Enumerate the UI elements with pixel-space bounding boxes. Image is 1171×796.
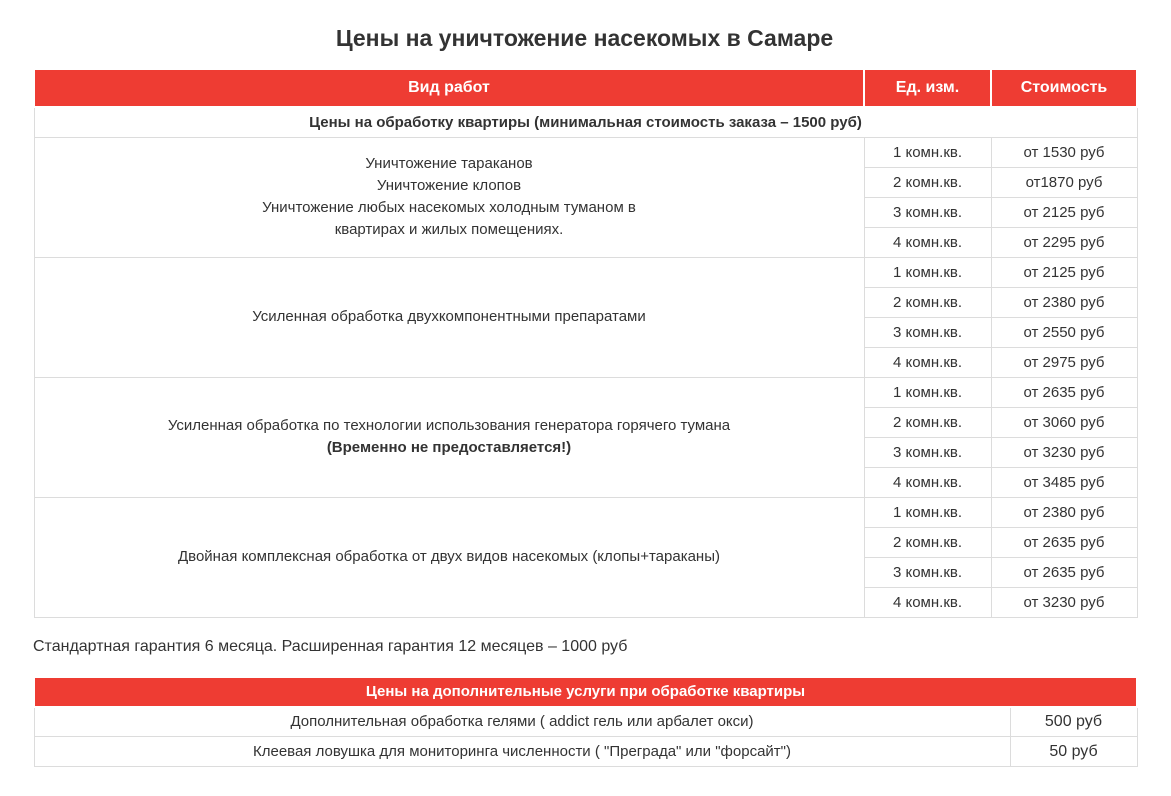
unit-cell: 3 комн.кв. xyxy=(864,197,991,227)
unit-cell: 1 комн.кв. xyxy=(864,497,991,527)
service-description-line: квартирах и жилых помещениях. xyxy=(334,221,564,238)
price-cell: от 2975 руб xyxy=(991,347,1137,377)
extras-pricing-table xyxy=(33,676,1138,768)
service-description-group-2 xyxy=(34,257,864,377)
unit-cell: 2 комн.кв. xyxy=(864,167,991,197)
unit-cell: 4 комн.кв. xyxy=(864,467,991,497)
service-description-line: Двойная комплексная обработка от двух видов насекомых (клопы+тараканы) xyxy=(177,548,720,565)
price-cell: 50 руб xyxy=(1010,737,1137,767)
unit-cell: 2 комн.кв. xyxy=(864,407,991,437)
table-row xyxy=(34,497,1137,527)
table-row xyxy=(34,137,1137,167)
main-pricing-table xyxy=(33,68,1138,618)
col-header-cost: Стоимость xyxy=(991,69,1137,107)
extra-service-cell: Клеевая ловушка для мониторинга численности ( "Преграда" или "форсайт") xyxy=(34,737,1010,767)
price-cell: от 2635 руб xyxy=(991,557,1137,587)
unit-cell: 3 комн.кв. xyxy=(864,317,991,347)
unit-cell: 3 комн.кв. xyxy=(864,437,991,467)
section-header-row xyxy=(34,107,1137,137)
unit-cell: 4 комн.кв. xyxy=(864,587,991,617)
col-header-work-type: Вид работ xyxy=(34,69,864,107)
price-cell: от 2635 руб xyxy=(991,527,1137,557)
table-header-row xyxy=(34,69,1137,107)
price-cell: от1870 руб xyxy=(991,167,1137,197)
price-cell: от 2550 руб xyxy=(991,317,1137,347)
service-description-group-3 xyxy=(34,377,864,497)
price-cell: от 3060 руб xyxy=(991,407,1137,437)
col-header-unit: Ед. изм. xyxy=(864,69,991,107)
table-row xyxy=(34,377,1137,407)
price-cell: от 2380 руб xyxy=(991,497,1137,527)
unit-cell: 2 комн.кв. xyxy=(864,287,991,317)
price-cell: от 3230 руб xyxy=(991,437,1137,467)
table-row xyxy=(34,707,1137,737)
service-unavailable-note: (Временно не предоставляется!) xyxy=(326,439,572,456)
price-cell: от 2125 руб xyxy=(991,257,1137,287)
table-row xyxy=(34,257,1137,287)
warranty-note: Стандартная гарантия 6 месяца. Расширенная гарантия 12 месяцев – 1000 руб xyxy=(33,637,628,655)
pricing-page xyxy=(33,0,1136,767)
unit-cell: 4 комн.кв. xyxy=(864,227,991,257)
unit-cell: 3 комн.кв. xyxy=(864,557,991,587)
unit-cell: 1 комн.кв. xyxy=(864,137,991,167)
price-cell: от 2125 руб xyxy=(991,197,1137,227)
price-cell: от 3485 руб xyxy=(991,467,1137,497)
price-cell: от 1530 руб xyxy=(991,137,1137,167)
unit-cell: 1 комн.кв. xyxy=(864,257,991,287)
table-row xyxy=(34,737,1137,767)
service-description-group-4 xyxy=(34,497,864,617)
service-description-line: Уничтожение тараканов xyxy=(365,155,533,172)
service-description-line: Уничтожение клопов xyxy=(376,177,522,194)
page-title: Цены на уничтожение насекомых в Самаре xyxy=(335,25,834,51)
price-cell: от 2380 руб xyxy=(991,287,1137,317)
unit-cell: 2 комн.кв. xyxy=(864,527,991,557)
service-description-group-1 xyxy=(34,137,864,257)
extra-service-cell: Дополнительная обработка гелями ( addict гель или арбалет окси) xyxy=(34,707,1010,737)
service-description-line: Усиленная обработка двухкомпонентными препаратами xyxy=(252,308,646,325)
section-header: Цены на обработку квартиры (минимальная стоимость заказа – 1500 руб) xyxy=(34,107,1137,137)
service-description-line: Усиленная обработка по технологии использования генератора горячего тумана xyxy=(167,417,731,434)
unit-cell: 1 комн.кв. xyxy=(864,377,991,407)
price-cell: от 3230 руб xyxy=(991,587,1137,617)
unit-cell: 4 комн.кв. xyxy=(864,347,991,377)
price-cell: 500 руб xyxy=(1010,707,1137,737)
extras-header-row xyxy=(34,677,1137,707)
service-description-line: Уничтожение любых насекомых холодным туманом в xyxy=(262,199,636,216)
price-cell: от 2295 руб xyxy=(991,227,1137,257)
extras-section-header: Цены на дополнительные услуги при обработке квартиры xyxy=(34,677,1137,707)
price-cell: от 2635 руб xyxy=(991,377,1137,407)
